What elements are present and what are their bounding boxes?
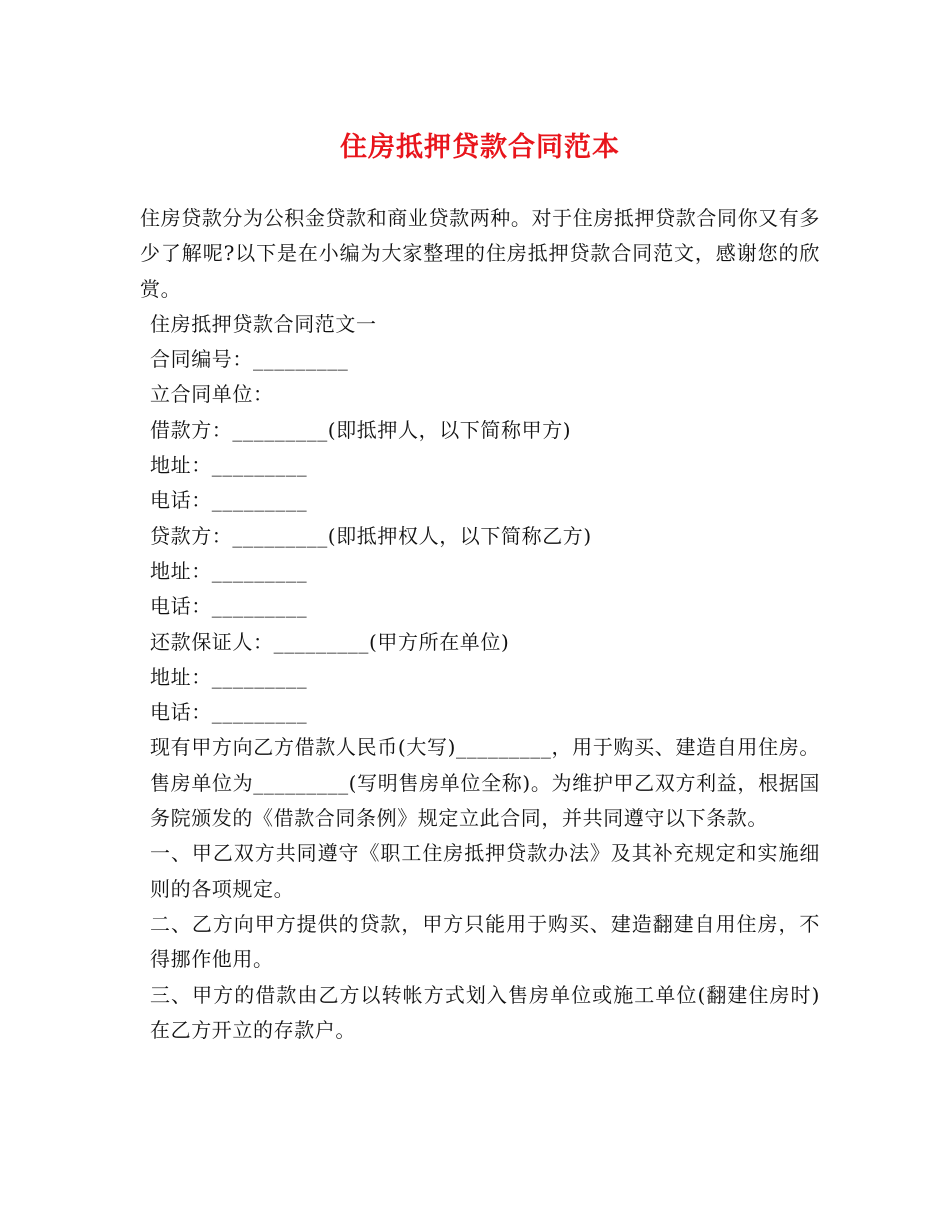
lender-line: 贷款方：_________(即抵押权人，以下简称乙方)	[150, 523, 592, 548]
guarantor-line: 还款保证人：_________(甲方所在单位)	[150, 629, 510, 654]
lender-address-line: 地址：_________	[150, 558, 308, 583]
parties-heading: 立合同单位：	[150, 382, 274, 407]
preamble-paragraph: 现有甲方向乙方借款人民币(大写)_________，用于购买、建造自用住房。售房单位为_________(写明售房单位全称)。为维护甲乙双方利益，根据国务院颁发的《借款合同条例》规定立此合同，并共同遵守以下条款。	[150, 735, 820, 831]
guarantor-phone-line: 电话：_________	[150, 700, 308, 725]
clause-2-paragraph: 二、乙方向甲方提供的贷款，甲方只能用于购买、建造翻建自用住房，不得挪作他用。	[150, 911, 820, 972]
section-title: 住房抵押贷款合同范文一	[150, 311, 377, 336]
intro-paragraph: 住房贷款分为公积金贷款和商业贷款两种。对于住房抵押贷款合同你又有多少了解呢?以下是在小编为大家整理的住房抵押贷款合同范文，感谢您的欣赏。	[140, 206, 820, 301]
borrower-phone-line: 电话：_________	[150, 488, 308, 513]
document-body	[140, 201, 820, 1048]
clause-3-paragraph: 三、甲方的借款由乙方以转帐方式划入售房单位或施工单位(翻建住房时)在乙方开立的存款户。	[150, 982, 820, 1042]
document-title: 住房抵押贷款合同范本	[340, 132, 620, 163]
contract-number-line: 合同编号：_________	[150, 347, 349, 372]
lender-phone-line: 电话：_________	[150, 594, 308, 619]
borrower-line: 借款方：_________(即抵押人，以下简称甲方)	[150, 417, 572, 442]
borrower-address-line: 地址：_________	[150, 453, 308, 478]
clause-1-paragraph: 一、甲乙双方共同遵守《职工住房抵押贷款办法》及其补充规定和实施细则的各项规定。	[150, 841, 820, 901]
guarantor-address-line: 地址：_________	[150, 664, 308, 689]
